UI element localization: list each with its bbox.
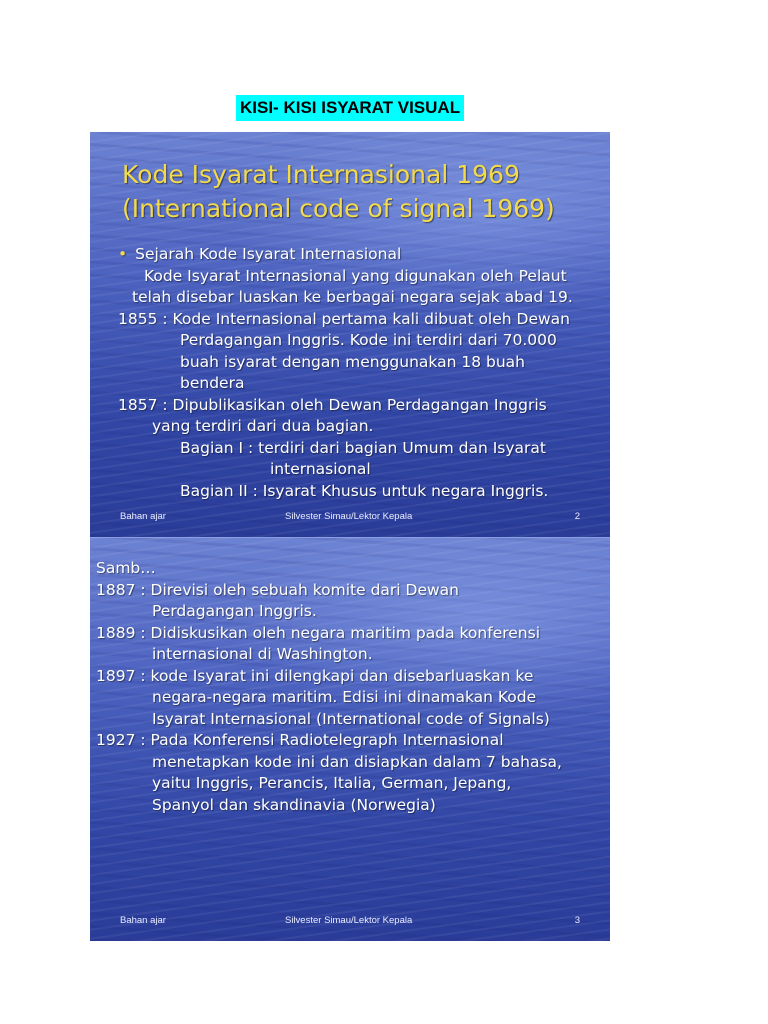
bullet-item [118, 244, 596, 266]
text-line: 1857 : Dipublikasikan oleh Dewan Perdagangan Inggris [118, 395, 547, 414]
text-line: Perdagangan Inggris. Kode ini terdiri dari 70.000 [180, 331, 557, 349]
text-line: internasional [270, 460, 371, 478]
slide-footer [120, 511, 580, 525]
text-line: Perdagangan Inggris. [152, 602, 317, 620]
slide-heading-line: (International code of signal 1969) [122, 194, 555, 223]
text-line: negara-negara maritim. Edisi ini dinamakan Kode [152, 688, 537, 706]
slide-body [96, 558, 596, 816]
text-line: yaitu Inggris, Perancis, Italia, German, Jepang, [152, 774, 512, 792]
footer-left-text: Bahan ajar [120, 915, 166, 926]
text-line: 1887 : Direvisi oleh sebuah komite dari Dewan [96, 580, 459, 599]
footer-page-number: 3 [574, 915, 580, 926]
text-line: 1855 : Kode Internasional pertama kali dibuat oleh Dewan [118, 309, 570, 328]
text-line: 1927 : Pada Konferensi Radiotelegraph Internasional [96, 731, 504, 749]
text-line: menetapkan kode ini dan disiapkan dalam 7 bahasa, [152, 752, 562, 771]
text-line: Bagian I : terdiri dari bagian Umum dan Isyarat [180, 438, 546, 457]
text-line: buah isyarat dengan menggunakan 18 buah [180, 352, 525, 371]
slide-heading-line: Kode Isyarat Internasional 1969 [122, 160, 520, 189]
footer-page-number: 2 [574, 511, 580, 522]
document-title: KISI- KISI ISYARAT VISUAL [236, 95, 464, 121]
text-line: internasional di Washington. [152, 645, 373, 663]
slide-footer [120, 915, 580, 929]
footer-author-text: Silvester Simau/Lektor Kepala [285, 511, 413, 522]
text-line: telah disebar luaskan ke berbagai negara sejak abad 19. [132, 288, 573, 306]
text-line: Bagian II : Isyarat Khusus untuk negara Inggris. [180, 481, 549, 500]
slide-body [118, 244, 596, 502]
bullet-text: Sejarah Kode Isyarat Internasional [135, 245, 402, 263]
slide-heading [122, 158, 555, 226]
text-line: yang terdiri dari dua bagian. [152, 417, 374, 435]
text-line: 1889 : Didiskusikan oleh negara maritim pada konferensi [96, 623, 540, 642]
slide-3 [90, 537, 610, 941]
bullet-dot-icon: • [118, 245, 128, 263]
footer-author-text: Silvester Simau/Lektor Kepala [285, 915, 413, 926]
slide-2 [90, 132, 610, 537]
text-line: Kode Isyarat Internasional yang digunakan oleh Pelaut [144, 266, 567, 285]
text-line: Isyarat Internasional (International code of Signals) [152, 709, 550, 728]
text-line: Samb… [96, 559, 156, 577]
footer-left-text: Bahan ajar [120, 511, 166, 522]
text-line: Spanyol dan skandinavia (Norwegia) [152, 795, 436, 814]
text-line: 1897 : kode Isyarat ini dilengkapi dan disebarluaskan ke [96, 666, 534, 685]
text-line: bendera [180, 374, 245, 392]
